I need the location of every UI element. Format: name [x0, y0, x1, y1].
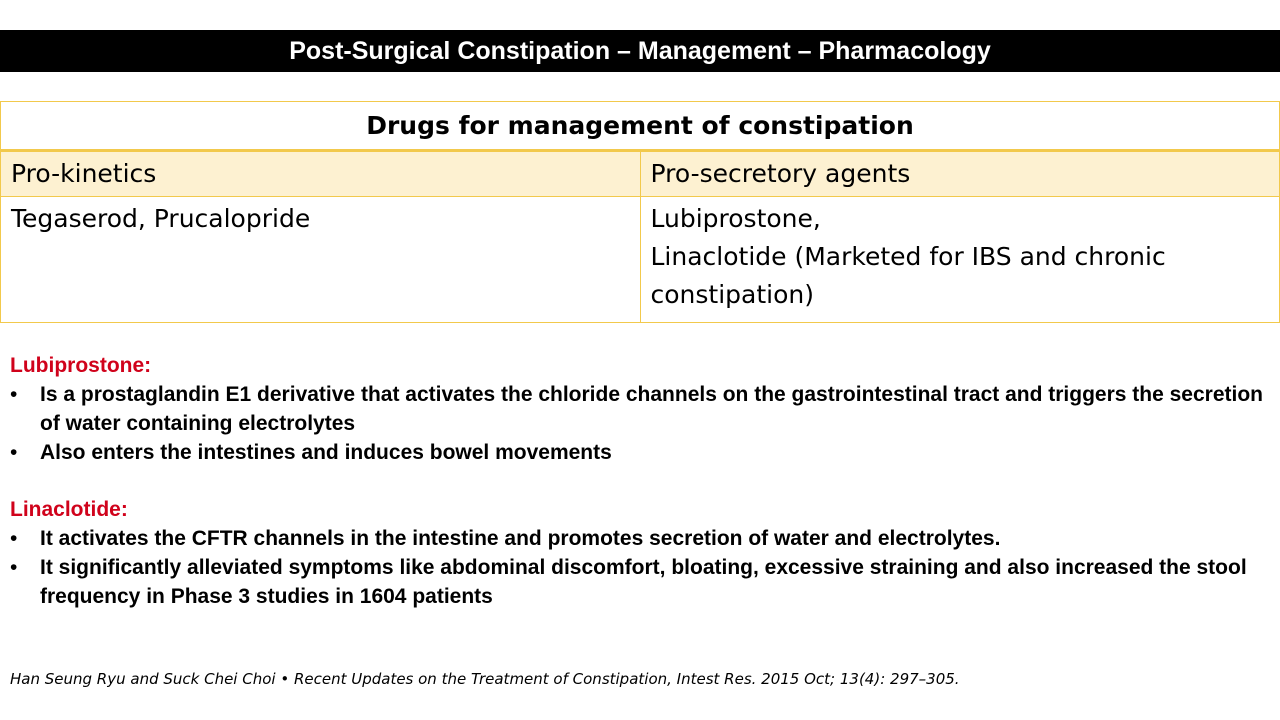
prosecretory-line: Linaclotide (Marketed for IBS and chronic — [650, 242, 1166, 271]
citation-footer: Han Seung Ryu and Suck Chei Choi • Recent Updates on the Treatment of Constipation, Intest Res. 2015 Oct; 13(4): 297–305. — [10, 670, 960, 688]
bullet-text: Is a prostaglandin E1 derivative that activates the chloride channels on the gastrointestinal tract and triggers the secretion of water containing electrolytes — [40, 383, 1263, 435]
slide-title: Post-Surgical Constipation – Management – Pharmacology — [0, 30, 1280, 72]
list-item — [10, 380, 1270, 438]
list-item — [10, 438, 1270, 467]
table-row — [1, 197, 1280, 323]
bullet-icon: • — [10, 441, 18, 464]
linaclotide-heading: Linaclotide: — [10, 498, 128, 521]
prosecretory-line: constipation) — [650, 280, 814, 309]
bullet-text: It activates the CFTR channels in the intestine and promotes secretion of water and electrolytes. — [40, 527, 1001, 550]
cell-prosecretory-drugs — [640, 197, 1280, 323]
prosecretory-line: Lubiprostone, — [650, 204, 821, 233]
bullet-icon: • — [10, 556, 18, 579]
bullet-text: It significantly alleviated symptoms like abdominal discomfort, bloating, excessive straining and also increased the stool frequency in Phase 3 studies in 1604 patients — [40, 556, 1247, 608]
bullet-icon: • — [10, 527, 18, 550]
drugs-table — [0, 101, 1280, 323]
header-prokinetics: Pro-kinetics — [1, 151, 641, 197]
linaclotide-section — [10, 495, 1270, 611]
list-item — [10, 524, 1270, 553]
bullet-text: Also enters the intestines and induces bowel movements — [40, 441, 612, 464]
header-prosecretory: Pro-secretory agents — [640, 151, 1280, 197]
table-title-row — [1, 102, 1280, 151]
list-item — [10, 553, 1270, 611]
bullet-icon: • — [10, 383, 18, 406]
table-header-row — [1, 151, 1280, 197]
lubiprostone-heading: Lubiprostone: — [10, 354, 152, 377]
lubiprostone-bullets — [10, 380, 1270, 467]
linaclotide-bullets — [10, 524, 1270, 611]
table-title: Drugs for management of constipation — [1, 102, 1280, 151]
lubiprostone-section — [10, 351, 1270, 467]
cell-prokinetics-drugs: Tegaserod, Prucalopride — [1, 197, 641, 323]
